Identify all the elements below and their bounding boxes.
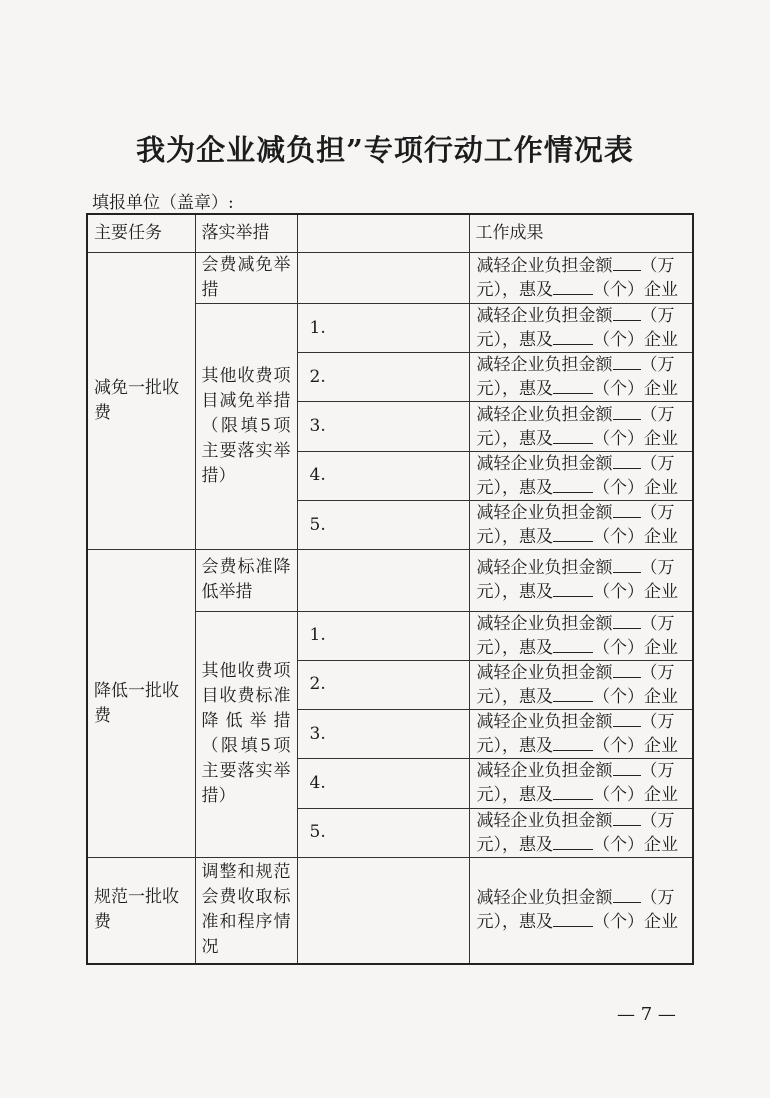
work-status-table [86, 213, 694, 965]
result-cell [469, 500, 693, 549]
page-number: — 7 — [617, 1004, 676, 1025]
section-row [87, 252, 693, 303]
result-text-1: 减轻企业负担金额 [476, 255, 613, 276]
count-blank[interactable] [553, 636, 593, 653]
filing-unit-label: 填报单位（盖章）: [92, 193, 234, 213]
count-blank[interactable] [553, 580, 593, 597]
task-cell: 降低一批收费 [87, 550, 195, 858]
count-blank[interactable] [553, 833, 593, 850]
result-text-2: 元），惠及 [476, 477, 553, 498]
count-blank[interactable] [553, 910, 593, 927]
result-cell [469, 402, 693, 451]
result-cell [469, 759, 693, 808]
result-text-2: 元），惠及 [476, 582, 553, 603]
result-text-1: 减轻企业负担金额 [476, 558, 613, 579]
header-measure: 落实举措 [195, 214, 297, 252]
item-number[interactable]: 3. [297, 710, 469, 759]
result-text-ge: （个）企业 [593, 637, 678, 658]
result-text-2: 元），惠及 [476, 686, 553, 707]
result-text-wan: （万 [640, 453, 675, 474]
result-cell [469, 808, 693, 857]
result-text-1: 减轻企业负担金额 [476, 712, 613, 733]
result-text-2: 元），惠及 [476, 785, 553, 806]
amount-blank[interactable] [613, 710, 641, 727]
amount-blank[interactable] [613, 612, 641, 629]
result-text-ge: （个）企业 [593, 736, 678, 757]
result-text-ge: （个）企业 [593, 527, 678, 548]
result-text-ge: （个）企业 [593, 785, 678, 806]
result-cell [469, 611, 693, 660]
amount-blank[interactable] [613, 809, 641, 826]
result-text-wan: （万 [640, 761, 675, 782]
item-number[interactable]: 2. [297, 353, 469, 402]
result-cell [469, 353, 693, 402]
measure-cell: 会费标准降低举措 [195, 550, 297, 611]
page-title: 我为企业减负担”专项行动工作情况表 [136, 133, 634, 167]
result-text-2: 元），惠及 [476, 637, 553, 658]
amount-blank[interactable] [613, 254, 641, 271]
result-text-2: 元），惠及 [476, 912, 553, 933]
result-text-wan: （万 [640, 355, 675, 376]
amount-blank[interactable] [613, 403, 641, 420]
result-text-1: 减轻企业负担金额 [476, 503, 613, 524]
item-number[interactable]: 2. [297, 660, 469, 709]
result-text-wan: （万 [640, 306, 675, 327]
header-task: 主要任务 [87, 214, 195, 252]
result-cell [469, 303, 693, 352]
result-text-1: 减轻企业负担金额 [476, 613, 613, 634]
result-text-2: 元），惠及 [476, 736, 553, 757]
count-blank[interactable] [553, 525, 593, 542]
result-text-1: 减轻企业负担金额 [476, 761, 613, 782]
header-blank [297, 214, 469, 252]
result-text-ge: （个）企业 [593, 912, 678, 933]
section-row [87, 550, 693, 611]
result-cell [469, 710, 693, 759]
item-number[interactable]: 1. [297, 611, 469, 660]
result-text-1: 减轻企业负担金额 [476, 404, 613, 425]
result-text-1: 减轻企业负担金额 [476, 662, 613, 683]
amount-blank[interactable] [613, 501, 641, 518]
blank-cell[interactable] [297, 857, 469, 964]
count-blank[interactable] [553, 427, 593, 444]
result-text-2: 元），惠及 [476, 527, 553, 548]
measure-cell: 调整和规范会费收取标准和程序情况 [195, 857, 297, 964]
item-number[interactable]: 1. [297, 303, 469, 352]
amount-blank[interactable] [613, 452, 641, 469]
measure-cell: 其他收费项目减免举措（限填5项主要落实举措） [195, 303, 297, 549]
amount-blank[interactable] [613, 304, 641, 321]
result-text-ge: （个）企业 [593, 428, 678, 449]
result-cell [469, 451, 693, 500]
header-result: 工作成果 [469, 214, 693, 252]
result-text-wan: （万 [640, 404, 675, 425]
item-number[interactable]: 4. [297, 759, 469, 808]
amount-blank[interactable] [613, 556, 641, 573]
result-text-2: 元），惠及 [476, 834, 553, 855]
result-text-2: 元），惠及 [476, 428, 553, 449]
count-blank[interactable] [553, 783, 593, 800]
item-number[interactable]: 5. [297, 808, 469, 857]
result-text-ge: （个）企业 [593, 279, 678, 300]
result-text-wan: （万 [640, 613, 675, 634]
result-text-ge: （个）企业 [593, 379, 678, 400]
result-text-wan: （万 [640, 255, 675, 276]
blank-cell[interactable] [297, 252, 469, 303]
result-text-ge: （个）企业 [593, 330, 678, 351]
result-text-wan: （万 [640, 810, 675, 831]
amount-blank[interactable] [613, 353, 641, 370]
result-text-wan: （万 [640, 558, 675, 579]
result-text-ge: （个）企业 [593, 834, 678, 855]
result-text-wan: （万 [640, 662, 675, 683]
item-number[interactable]: 4. [297, 451, 469, 500]
amount-blank[interactable] [613, 661, 641, 678]
result-text-2: 元），惠及 [476, 279, 553, 300]
item-number[interactable]: 5. [297, 500, 469, 549]
count-blank[interactable] [553, 278, 593, 295]
result-text-ge: （个）企业 [593, 477, 678, 498]
result-text-1: 减轻企业负担金额 [476, 355, 613, 376]
count-blank[interactable] [553, 685, 593, 702]
count-blank[interactable] [553, 734, 593, 751]
blank-cell[interactable] [297, 550, 469, 611]
result-text-1: 减轻企业负担金额 [476, 453, 613, 474]
amount-blank[interactable] [613, 759, 641, 776]
result-cell [469, 660, 693, 709]
count-blank[interactable] [553, 328, 593, 345]
result-cell [469, 252, 693, 303]
section-row [87, 857, 693, 964]
measure-cell: 其他收费项目收费标准降低举措（限填5项主要落实举措） [195, 611, 297, 857]
result-cell [469, 857, 693, 964]
task-cell: 规范一批收费 [87, 857, 195, 964]
count-blank[interactable] [553, 377, 593, 394]
result-text-wan: （万 [640, 712, 675, 733]
result-text-2: 元），惠及 [476, 379, 553, 400]
measure-cell: 会费减免举措 [195, 252, 297, 303]
task-cell: 减免一批收费 [87, 252, 195, 550]
result-text-1: 减轻企业负担金额 [476, 306, 613, 327]
result-text-2: 元），惠及 [476, 330, 553, 351]
result-text-1: 减轻企业负担金额 [476, 810, 613, 831]
header-row [87, 214, 693, 252]
item-number[interactable]: 3. [297, 402, 469, 451]
count-blank[interactable] [553, 476, 593, 493]
result-text-1: 减轻企业负担金额 [476, 888, 613, 909]
result-text-wan: （万 [640, 503, 675, 524]
result-text-ge: （个）企业 [593, 686, 678, 707]
result-text-wan: （万 [640, 888, 675, 909]
result-cell [469, 550, 693, 611]
amount-blank[interactable] [613, 886, 641, 903]
result-text-ge: （个）企业 [593, 582, 678, 603]
